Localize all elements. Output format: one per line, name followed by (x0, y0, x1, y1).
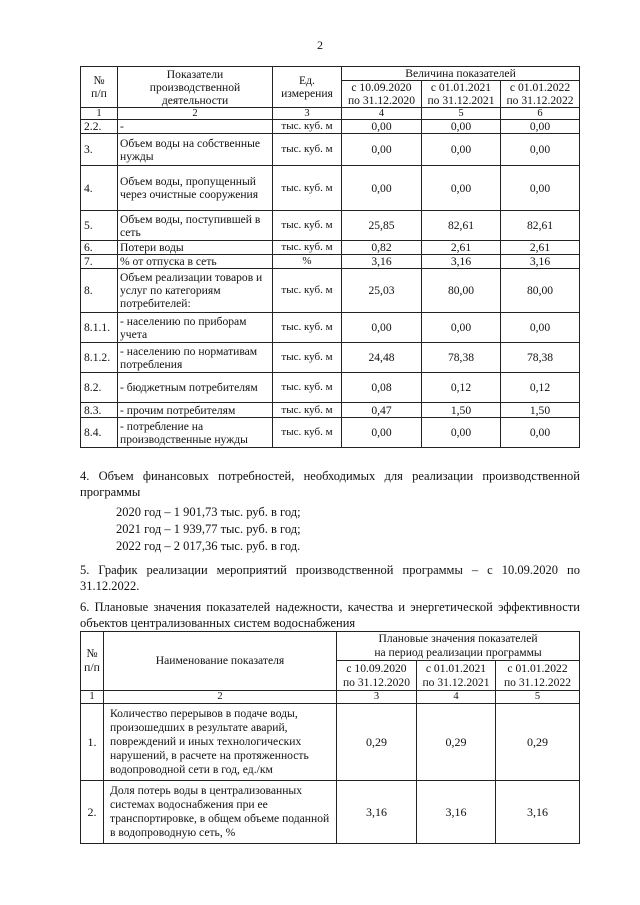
row-value: 0,00 (422, 313, 501, 343)
row-value: 0,00 (501, 313, 580, 343)
row-num: 2. (81, 781, 104, 844)
column-number: 2 (104, 691, 337, 704)
row-name: Объем воды, поступившей в сеть (118, 211, 273, 241)
header-unit: Ед. измерения (273, 67, 342, 108)
page-number: 2 (317, 38, 323, 52)
header-period: с 01.01.2021 по 31.12.2021 (422, 81, 501, 108)
row-num: 7. (81, 255, 118, 269)
row-num: 8.1.2. (81, 343, 118, 373)
row-value: 78,38 (422, 343, 501, 373)
row-name: - (118, 120, 273, 134)
row-value: 0,00 (342, 134, 422, 166)
header-indicator: Показатели производственной деятельности (118, 67, 273, 108)
header-period: с 01.01.2021 по 31.12.2021 (417, 661, 496, 691)
table-row (81, 211, 580, 241)
financing-2022: 2022 год – 2 017,36 тыс. руб. в год. (116, 539, 301, 553)
row-value: 0,00 (342, 166, 422, 211)
section-5-text: 5. График реализации мероприятий производственной программы – с 10.09.2020 по 31.12.2022. (80, 563, 580, 593)
row-name: Количество перерывов в подаче воды, произошедших в результате аварий, повреждений и иных технологических нарушений, в расчете на протяженность водопроводной сети в год, ед./км (104, 704, 337, 781)
row-value: 0,12 (422, 373, 501, 403)
row-num: 8.3. (81, 403, 118, 418)
row-name: % от отпуска в сеть (118, 255, 273, 269)
row-unit: тыс. куб. м (273, 211, 342, 241)
table-row (81, 166, 580, 211)
row-value: 0,00 (501, 418, 580, 448)
row-name: Потери воды (118, 241, 273, 255)
row-value: 0,00 (422, 134, 501, 166)
header-num: № п/п (81, 67, 118, 108)
row-unit: тыс. куб. м (273, 343, 342, 373)
column-number-row (81, 691, 580, 704)
row-unit: тыс. куб. м (273, 403, 342, 418)
row-value: 80,00 (501, 269, 580, 313)
financing-2021: 2021 год – 1 939,77 тыс. руб. в год; (116, 522, 301, 536)
row-value: 0,29 (496, 704, 580, 781)
row-value: 0,29 (417, 704, 496, 781)
table-row (81, 134, 580, 166)
row-unit: тыс. куб. м (273, 313, 342, 343)
column-number: 3 (337, 691, 417, 704)
header-period: с 10.09.2020 по 31.12.2020 (342, 81, 422, 108)
row-value: 0,00 (501, 120, 580, 134)
row-unit: тыс. куб. м (273, 269, 342, 313)
row-name: Объем реализации товаров и услуг по категориям потребителей: (118, 269, 273, 313)
row-value: 2,61 (422, 241, 501, 255)
row-num: 8. (81, 269, 118, 313)
row-value: 25,03 (342, 269, 422, 313)
row-name: - бюджетным потребителям (118, 373, 273, 403)
column-number: 2 (118, 108, 273, 120)
table-row (81, 704, 580, 781)
table-row (81, 255, 580, 269)
row-num: 1. (81, 704, 104, 781)
row-unit: тыс. куб. м (273, 418, 342, 448)
row-unit: тыс. куб. м (273, 120, 342, 134)
header-num: № п/п (81, 632, 104, 691)
row-value: 0,12 (501, 373, 580, 403)
row-value: 0,00 (422, 418, 501, 448)
table-row (81, 343, 580, 373)
row-value: 24,48 (342, 343, 422, 373)
row-value: 3,16 (496, 781, 580, 844)
row-value: 0,29 (337, 704, 417, 781)
row-num: 8.2. (81, 373, 118, 403)
row-unit: тыс. куб. м (273, 134, 342, 166)
row-value: 25,85 (342, 211, 422, 241)
section-6-text: 6. Плановые значения показателей надежности, качества и энергетической эффективности объектов централизованных систем водоснабжения (80, 600, 580, 630)
row-name: - прочим потребителям (118, 403, 273, 418)
table-row (81, 418, 580, 448)
row-name: Доля потерь воды в централизованных системах водоснабжения при ее транспортировке, в общем объеме поданной в водопроводную сеть, % (104, 781, 337, 844)
header-group: Плановые значения показателей на период реализации программы (337, 632, 580, 661)
row-value: 0,00 (422, 120, 501, 134)
column-number: 1 (81, 108, 118, 120)
table-row (81, 120, 580, 134)
header-value-group: Величина показателей (342, 67, 580, 81)
table-row (81, 781, 580, 844)
header-period: с 01.01.2022 по 31.12.2022 (501, 81, 580, 108)
row-value: 82,61 (422, 211, 501, 241)
row-value: 3,16 (417, 781, 496, 844)
row-value: 0,47 (342, 403, 422, 418)
row-value: 0,00 (342, 418, 422, 448)
row-value: 1,50 (422, 403, 501, 418)
row-value: 3,16 (337, 781, 417, 844)
row-value: 3,16 (342, 255, 422, 269)
row-value: 0,08 (342, 373, 422, 403)
row-value: 78,38 (501, 343, 580, 373)
row-value: 0,00 (501, 134, 580, 166)
header-period: с 10.09.2020 по 31.12.2020 (337, 661, 417, 691)
row-num: 2.2. (81, 120, 118, 134)
row-num: 6. (81, 241, 118, 255)
row-value: 80,00 (422, 269, 501, 313)
row-unit: тыс. куб. м (273, 373, 342, 403)
row-name: Объем воды на собственные нужды (118, 134, 273, 166)
row-unit: % (273, 255, 342, 269)
row-unit: тыс. куб. м (273, 241, 342, 255)
column-number: 3 (273, 108, 342, 120)
row-num: 4. (81, 166, 118, 211)
row-name: - населению по нормативам потребления (118, 343, 273, 373)
row-value: 0,00 (342, 120, 422, 134)
column-number: 1 (81, 691, 104, 704)
row-value: 0,00 (422, 166, 501, 211)
row-value: 2,61 (501, 241, 580, 255)
row-value: 3,16 (501, 255, 580, 269)
row-name: Объем воды, пропущенный через очистные сооружения (118, 166, 273, 211)
table-row (81, 373, 580, 403)
row-name: - населению по приборам учета (118, 313, 273, 343)
row-num: 5. (81, 211, 118, 241)
column-number: 5 (422, 108, 501, 120)
table-row (81, 241, 580, 255)
row-num: 8.1.1. (81, 313, 118, 343)
column-number: 4 (342, 108, 422, 120)
row-name: - потребление на производственные нужды (118, 418, 273, 448)
row-value: 82,61 (501, 211, 580, 241)
table-row (81, 403, 580, 418)
reliability-indicators-table (80, 631, 580, 844)
row-num: 3. (81, 134, 118, 166)
row-num: 8.4. (81, 418, 118, 448)
column-number: 6 (501, 108, 580, 120)
column-number: 4 (417, 691, 496, 704)
production-indicators-table (80, 66, 580, 448)
column-number-row (81, 108, 580, 120)
header-period: с 01.01.2022 по 31.12.2022 (496, 661, 580, 691)
row-value: 0,00 (501, 166, 580, 211)
section-4-text: 4. Объем финансовых потребностей, необходимых для реализации производственной программы (80, 469, 580, 499)
row-value: 1,50 (501, 403, 580, 418)
header-name: Наименование показателя (104, 632, 337, 691)
table-row (81, 313, 580, 343)
column-number: 5 (496, 691, 580, 704)
row-value: 3,16 (422, 255, 501, 269)
row-value: 0,00 (342, 313, 422, 343)
row-value: 0,82 (342, 241, 422, 255)
table-row (81, 269, 580, 313)
financing-2020: 2020 год – 1 901,73 тыс. руб. в год; (116, 505, 301, 519)
row-unit: тыс. куб. м (273, 166, 342, 211)
